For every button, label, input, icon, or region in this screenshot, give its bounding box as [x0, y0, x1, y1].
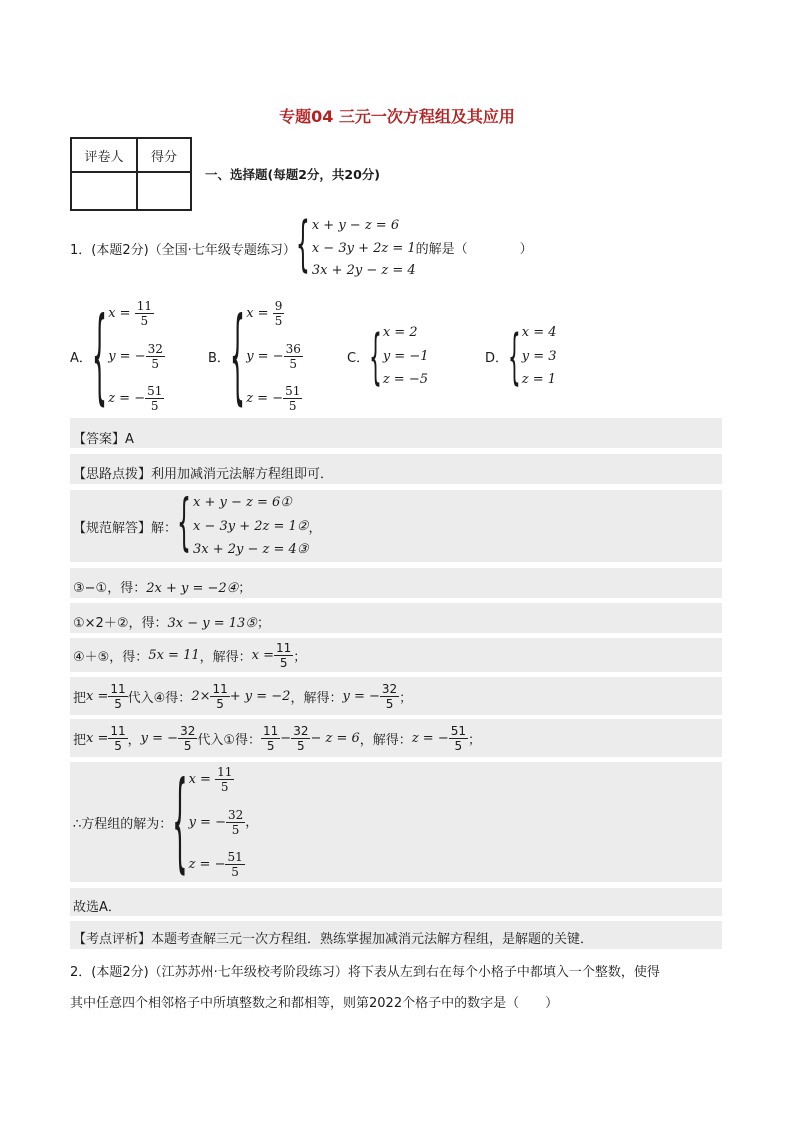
option-d[interactable]: D． { x = 4 y = 3 z = 1 — [485, 320, 557, 392]
page-title: 专题04 三元一次方程组及其应用 — [279, 107, 515, 126]
step1: ③−①，得：2x + y = −2④； — [73, 581, 252, 596]
solution-label: 【规范解答】解： — [73, 520, 178, 536]
brace-icon: { — [172, 759, 188, 885]
question-1-stem — [70, 212, 533, 281]
option-c-label: C． — [347, 350, 370, 366]
brace-icon: { — [369, 320, 382, 392]
option-b-label: B． — [208, 350, 230, 366]
question-1-suffix: 的解是（ ） — [415, 241, 533, 257]
option-d-label: D． — [485, 350, 509, 366]
option-a-label: A． — [70, 350, 92, 366]
q1-eq1: x + y − z = 6 — [311, 218, 400, 233]
step3: ④＋⑤，得： 5x = 11 ，解得： x = $\frac{11}{5}$ ； — [73, 640, 307, 670]
final-solution: ∴方程组的解为： { x = $\frac{11}{5}$ y = − $\frac{32}{5}$ ， z = − $\frac{51}{5}$ — [73, 759, 259, 885]
choice-line: 故选A． — [73, 900, 121, 915]
answer-line: 【答案】A — [73, 432, 134, 447]
question-2-line2: 其中任意四个相邻格子中所填整数之和都相等，则第2022个格子中的数字是（ ） — [70, 996, 559, 1011]
solution-eq3: 3x + 2y − z = 4③ — [193, 542, 309, 557]
brace-icon: { — [229, 295, 246, 417]
q1-eq3: 3x + 2y − z = 4 — [311, 263, 416, 278]
option-c[interactable]: C． { x = 2 y = −1 z = −5 — [347, 320, 429, 392]
choice-band — [70, 888, 722, 916]
brace-icon: { — [508, 320, 521, 392]
option-a[interactable]: A． { x = $\frac{11}{5}$ y = − $\frac{32}{5}$ z = − $\frac{51}{5}$ — [70, 295, 163, 417]
score-table-cell-grader[interactable] — [71, 172, 137, 210]
final-label: ∴方程组的解为： — [73, 816, 173, 832]
score-table — [70, 137, 192, 211]
brace-icon: { — [177, 489, 192, 560]
option-b[interactable]: B． { x = $\frac{9}{5}$ y = − $\frac{36}{5}$ z = − $\frac{51}{5}$ — [208, 295, 301, 417]
step2: ①×2＋②，得：3x − y = 13⑤； — [73, 616, 270, 631]
answer-band — [70, 418, 722, 448]
solution-eq1: x + y − z = 6① — [193, 495, 292, 510]
score-table-cell-score[interactable] — [137, 172, 191, 210]
score-table-header-score: 得分 — [137, 138, 191, 172]
q1-eq2: x − 3y + 2z = 1 — [311, 240, 416, 256]
question-1-system — [295, 212, 416, 281]
brace-icon: { — [295, 212, 310, 281]
score-table-header-grader: 评卷人 — [71, 138, 137, 172]
review-line: 【考点评析】本题考查解三元一次方程组．熟练掌握加减消元法解方程组，是解题的关键． — [73, 932, 594, 947]
question-2-line1: 2．(本题2分)（江苏苏州·七年级校考阶段练习）将下表从左到右在每个小格子中都填入一个整数，使得 — [70, 965, 660, 980]
section-heading: 一、选择题(每题2分，共20分) — [205, 167, 381, 182]
step5: 把 x = $\frac{11}{5}$ ， y = − $\frac{32}{5}$ 代入①得： $\frac{11}{5}$ − $\frac{32}{5}$ − z = 6 ，解得： z = − $\frac{51}{5}$ ； — [73, 723, 482, 753]
solution-system: 【规范解答】解： { x + y − z = 6① x − 3y + 2z = 1② 3x + 2y − z = 4③ ， — [73, 489, 322, 560]
question-1-prefix: 1．(本题2分)（全国·七年级专题练习） — [70, 242, 296, 258]
step4: 把 x = $\frac{11}{5}$ 代入④得： 2× $\frac{11}{5}$ + y = −2 ，解得： y = − $\frac{32}{5}$ ； — [73, 681, 413, 711]
solution-eq2: x − 3y + 2z = 1② — [193, 518, 309, 534]
hint-line: 【思路点拨】利用加减消元法解方程组即可． — [73, 467, 334, 482]
brace-icon: { — [91, 295, 108, 417]
